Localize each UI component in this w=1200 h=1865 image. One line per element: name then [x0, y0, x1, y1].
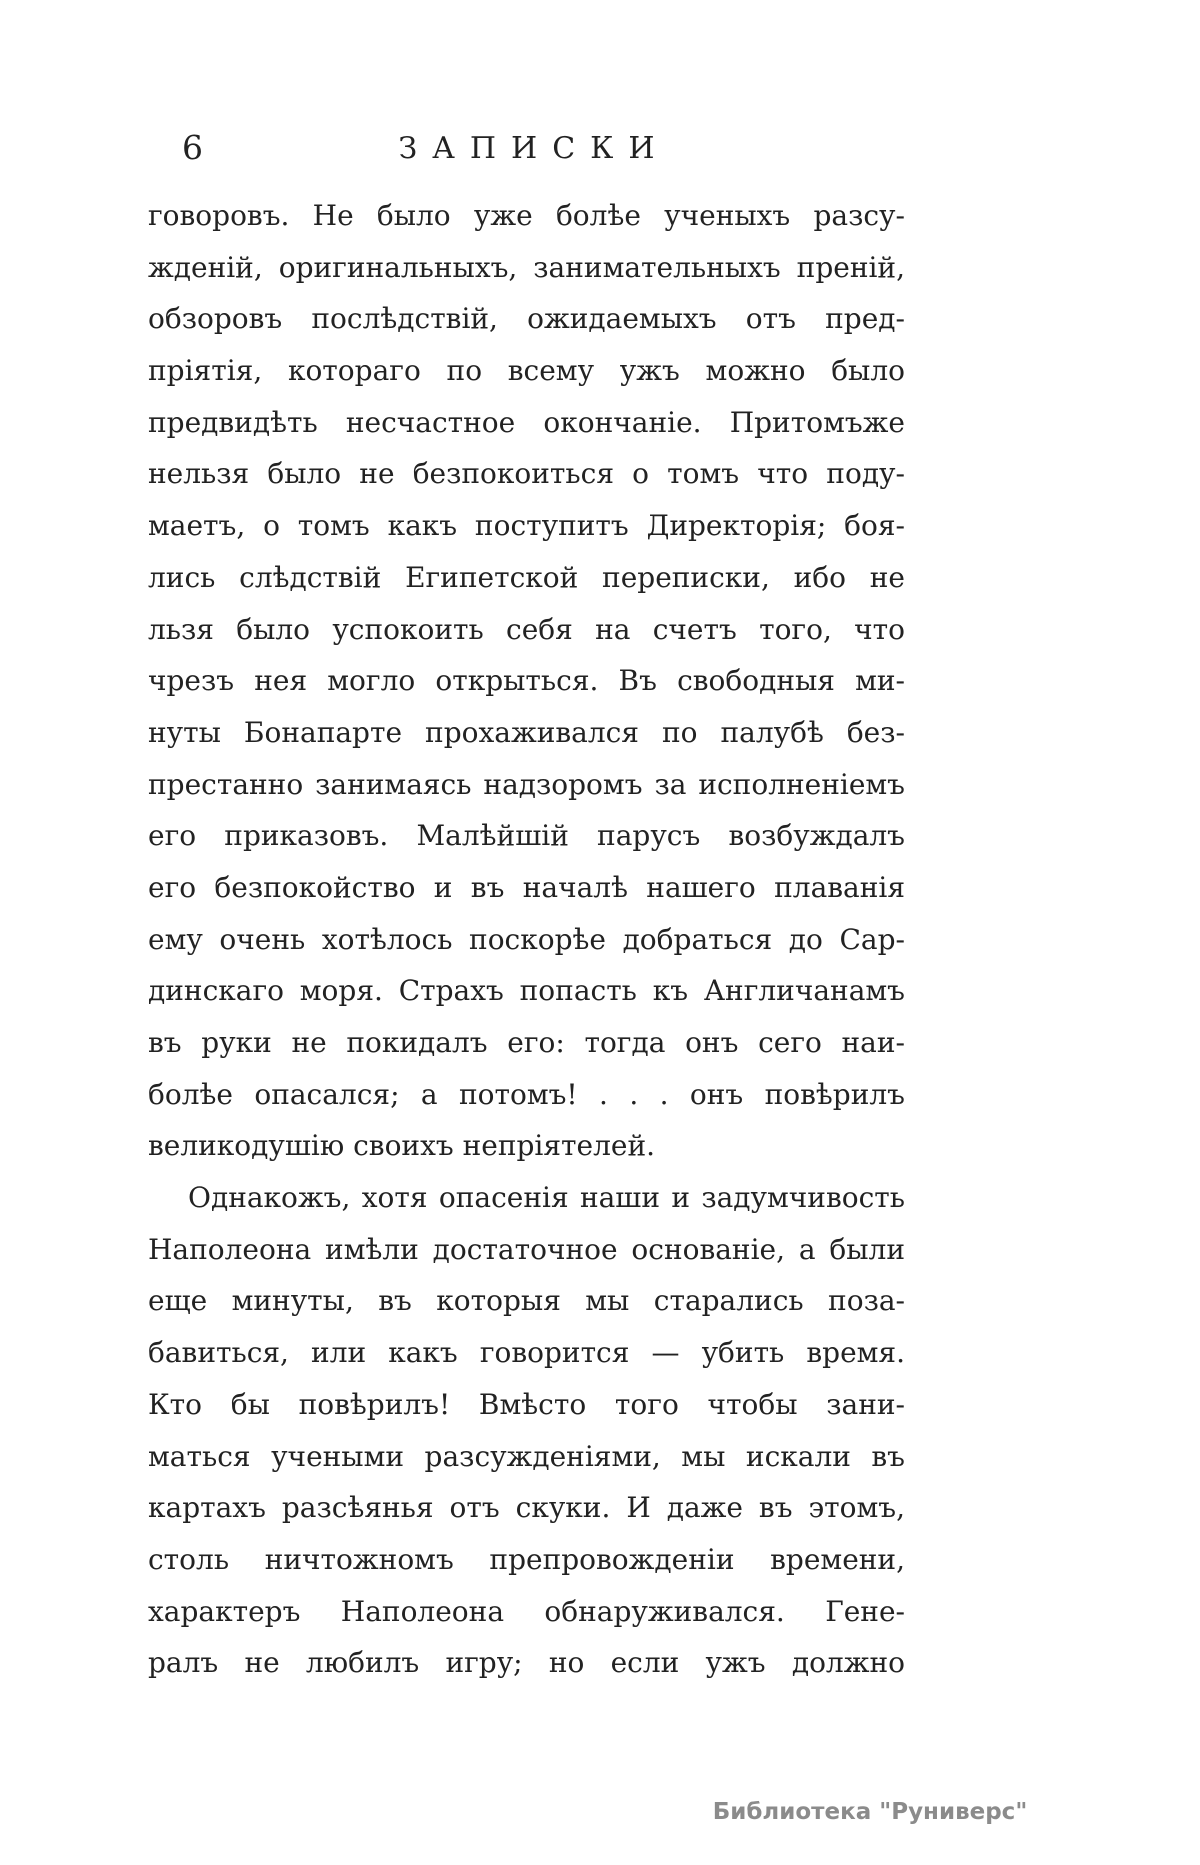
- text-line: ралъ не любилъ игру; но если ужъ должно: [148, 1646, 905, 1680]
- text-line: пріятія, котораго по всему ужъ можно было: [148, 354, 905, 388]
- text-line: въ руки не покидалъ его: тогда онъ сего наи-: [148, 1026, 905, 1059]
- text-line: маться учеными разсужденіями, мы искали въ: [148, 1439, 905, 1473]
- text-line: Наполеона имѣли достаточное основаніе, а были: [148, 1232, 905, 1266]
- text-line: картахъ разсѣянья отъ скуки. И даже въ этомъ,: [148, 1491, 905, 1525]
- text-line: его приказовъ. Малѣйшій парусъ возбуждалъ: [148, 819, 905, 853]
- text-line: великодушію своихъ непріятелей.: [148, 1129, 656, 1163]
- text-line: маетъ, о томъ какъ поступитъ Директорія; боя-: [148, 509, 905, 543]
- text-line: характеръ Наполеона обнаруживался. Гене-: [148, 1594, 905, 1628]
- text-line: ему очень хотѣлось поскорѣе добраться до Сар-: [148, 922, 905, 956]
- text-block: [148, 190, 905, 1689]
- text-line: столь ничтожномъ препровожденіи времени,: [148, 1542, 905, 1576]
- text-line: нельзя было не безпокоиться о томъ что поду-: [148, 457, 905, 491]
- text-line: чрезъ нея могло открыться. Въ свободныя ми-: [148, 664, 905, 698]
- text-line: престанно занимаясь надзоромъ за исполненіемъ: [148, 767, 905, 801]
- running-title: ЗАПИСКИ: [398, 131, 670, 166]
- page-header: [148, 126, 905, 172]
- text-line: динскаго моря. Страхъ попасть къ Англичанамъ: [148, 974, 905, 1008]
- text-line: его безпокойство и въ началѣ нашего плаванія: [148, 870, 905, 904]
- text-line: Однакожъ, хотя опасенія наши и задумчивость: [188, 1181, 905, 1215]
- text-line: нуты Бонапарте прохаживался по палубѣ без-: [148, 715, 905, 749]
- text-line: обзоровъ послѣдствій, ожидаемыхъ отъ пред-: [148, 302, 905, 336]
- page-number: 6: [182, 128, 203, 167]
- text-line: льзя было успокоить себя на счетъ того, что: [148, 612, 905, 646]
- text-line: Кто бы повѣрилъ! Вмѣсто того чтобы зани-: [148, 1387, 905, 1421]
- text-line: предвидѣть несчастное окончаніе. Притомъже: [148, 405, 905, 439]
- text-line: болѣе опасался; а потомъ! . . . онъ повѣрилъ: [148, 1077, 905, 1111]
- text-line: лись слѣдствій Египетской переписки, ибо не: [148, 560, 905, 594]
- library-watermark: Библиотека "Руниверс": [712, 1799, 1028, 1825]
- text-line: еще минуты, въ которыя мы старались поза-: [148, 1284, 905, 1318]
- text-line: жденій, оригинальныхъ, занимательныхъ преній,: [148, 250, 905, 284]
- text-line: говоровъ. Не было уже болѣе ученыхъ разсу-: [148, 199, 905, 232]
- text-line: бавиться, или какъ говорится — убить время.: [148, 1336, 905, 1370]
